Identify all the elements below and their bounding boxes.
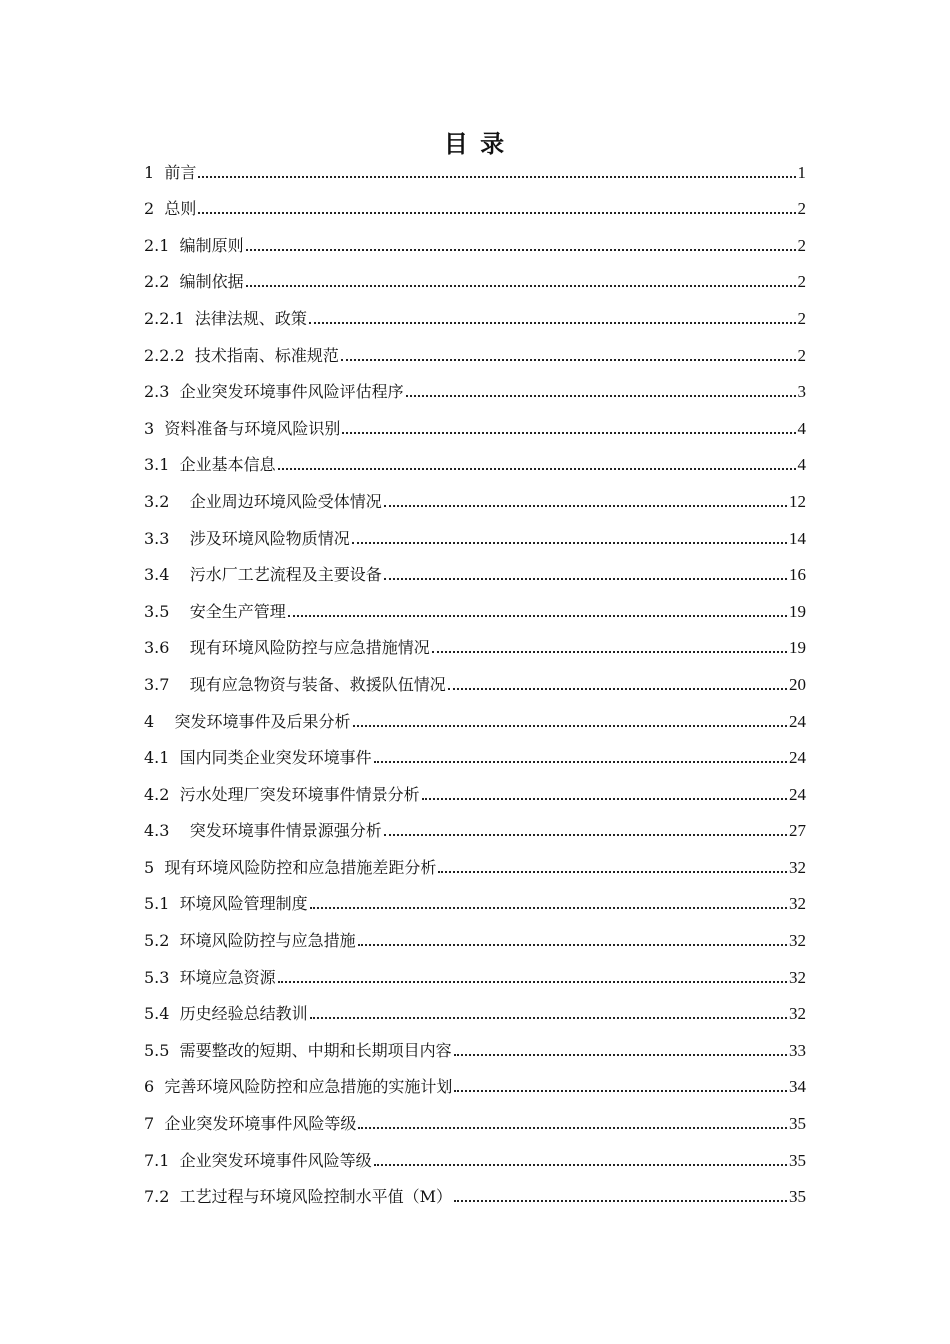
toc-dot-leader	[454, 1054, 787, 1056]
toc-dot-leader	[288, 615, 787, 617]
page-title: 目 录	[443, 130, 507, 158]
toc-entry[interactable]	[144, 662, 806, 699]
toc-entry-page-number: 16	[789, 565, 806, 585]
toc-entry-page-number: 19	[789, 638, 806, 658]
toc-entry[interactable]	[144, 406, 806, 443]
toc-dot-leader	[432, 651, 787, 653]
toc-entry-label: 2 总则	[144, 199, 197, 219]
toc-entry-label: 2.2.2 技术指南、标准规范	[144, 345, 339, 365]
toc-entry-label: 4 突发环境事件及后果分析	[144, 711, 351, 731]
toc-entry-page-number: 1	[797, 162, 806, 182]
table-of-contents	[144, 150, 806, 1211]
toc-entry-label: 5.1 环境风险管理制度	[144, 894, 308, 914]
toc-entry-label: 3.2 企业周边环境风险受体情况	[144, 491, 382, 511]
toc-entry-label: 2.2 编制依据	[144, 272, 244, 292]
toc-entry-page-number: 24	[789, 748, 806, 768]
toc-entry-page-number: 24	[789, 711, 806, 731]
toc-dot-leader	[309, 322, 796, 324]
toc-entry-page-number: 34	[789, 1077, 806, 1097]
toc-entry-page-number: 4	[797, 418, 806, 438]
toc-entry[interactable]	[144, 845, 806, 882]
toc-entry-label: 2.1 编制原则	[144, 235, 244, 255]
toc-entry-label: 2.2.1 法律法规、政策	[144, 308, 307, 328]
toc-dot-leader	[384, 834, 787, 836]
toc-entry-label: 5.3 环境应急资源	[144, 967, 276, 987]
toc-entry-label: 3.3 涉及环境风险物质情况	[144, 528, 350, 548]
toc-entry[interactable]	[144, 1175, 806, 1212]
toc-entry-label: 4.1 国内同类企业突发环境事件	[144, 748, 372, 768]
toc-dot-leader	[384, 505, 787, 507]
toc-entry-page-number: 24	[789, 784, 806, 804]
toc-entry[interactable]	[144, 918, 806, 955]
toc-entry-page-number: 33	[789, 1040, 806, 1060]
toc-entry-label: 5 现有环境风险防控和应急措施差距分析	[144, 857, 437, 877]
toc-entry[interactable]	[144, 955, 806, 992]
toc-entry-page-number: 2	[797, 345, 806, 365]
toc-entry[interactable]	[144, 882, 806, 919]
toc-entry-label: 6 完善环境风险防控和应急措施的实施计划	[144, 1077, 453, 1097]
toc-entry[interactable]	[144, 516, 806, 553]
toc-dot-leader	[278, 468, 796, 470]
toc-dot-leader	[358, 1127, 787, 1129]
toc-entry-page-number: 32	[789, 857, 806, 877]
toc-entry[interactable]	[144, 187, 806, 224]
toc-entry-label: 3 资料准备与环境风险识别	[144, 418, 341, 438]
toc-dot-leader	[374, 761, 787, 763]
toc-entry-page-number: 35	[789, 1114, 806, 1134]
toc-entry-label: 4.2 污水处理厂突发环境事件情景分析	[144, 784, 420, 804]
toc-entry[interactable]	[144, 626, 806, 663]
toc-dot-leader	[310, 907, 787, 909]
toc-entry-label: 5.5 需要整改的短期、中期和长期项目内容	[144, 1040, 452, 1060]
toc-dot-leader	[310, 1017, 787, 1019]
toc-dot-leader	[353, 725, 787, 727]
toc-entry[interactable]	[144, 992, 806, 1029]
toc-entry-label: 4.3 突发环境事件情景源强分析	[144, 821, 382, 841]
toc-entry-page-number: 12	[789, 491, 806, 511]
toc-entry[interactable]	[144, 479, 806, 516]
toc-entry[interactable]	[144, 333, 806, 370]
toc-entry-label: 1 前言	[144, 162, 197, 182]
toc-dot-leader	[422, 798, 787, 800]
toc-entry-page-number: 3	[797, 382, 806, 402]
toc-dot-leader	[358, 944, 787, 946]
toc-entry[interactable]	[144, 699, 806, 736]
toc-entry-page-number: 2	[797, 199, 806, 219]
toc-entry-label: 3.5 安全生产管理	[144, 601, 286, 621]
toc-entry-page-number: 32	[789, 931, 806, 951]
toc-dot-leader	[246, 249, 796, 251]
toc-dot-leader	[454, 1090, 787, 1092]
toc-entry-label: 7.1 企业突发环境事件风险等级	[144, 1150, 372, 1170]
toc-dot-leader	[278, 981, 787, 983]
toc-entry-label: 2.3 企业突发环境事件风险评估程序	[144, 382, 404, 402]
toc-entry-label: 3.4 污水厂工艺流程及主要设备	[144, 565, 382, 585]
toc-entry-page-number: 14	[789, 528, 806, 548]
toc-dot-leader	[341, 359, 796, 361]
toc-entry[interactable]	[144, 260, 806, 297]
toc-entry[interactable]	[144, 296, 806, 333]
toc-entry[interactable]	[144, 443, 806, 480]
toc-dot-leader	[448, 688, 787, 690]
toc-entry-page-number: 4	[797, 455, 806, 475]
toc-entry[interactable]	[144, 553, 806, 590]
toc-dot-leader	[198, 212, 795, 214]
toc-dot-leader	[384, 578, 787, 580]
toc-entry-label: 7.2 工艺过程与环境风险控制水平值（M）	[144, 1187, 453, 1207]
toc-entry[interactable]	[144, 772, 806, 809]
toc-entry[interactable]	[144, 736, 806, 773]
toc-dot-leader	[342, 432, 795, 434]
toc-dot-leader	[198, 176, 795, 178]
toc-entry-page-number: 19	[789, 601, 806, 621]
toc-entry-page-number: 27	[789, 821, 806, 841]
toc-entry-page-number: 20	[789, 674, 806, 694]
toc-entry-page-number: 35	[789, 1187, 806, 1207]
toc-entry-page-number: 2	[797, 272, 806, 292]
toc-entry-label: 3.7 现有应急物资与装备、救援队伍情况	[144, 674, 446, 694]
toc-entry-label: 3.6 现有环境风险防控与应急措施情况	[144, 638, 430, 658]
toc-entry-page-number: 2	[797, 308, 806, 328]
toc-dot-leader	[438, 871, 787, 873]
toc-entry-page-number: 32	[789, 967, 806, 987]
toc-entry-label: 5.4 历史经验总结教训	[144, 1004, 308, 1024]
toc-entry-page-number: 32	[789, 894, 806, 914]
toc-entry[interactable]	[144, 1101, 806, 1138]
toc-entry[interactable]	[144, 809, 806, 846]
toc-dot-leader	[374, 1164, 787, 1166]
toc-dot-leader	[246, 285, 796, 287]
toc-entry[interactable]	[144, 223, 806, 260]
toc-entry[interactable]	[144, 589, 806, 626]
toc-entry-page-number: 2	[797, 235, 806, 255]
toc-entry[interactable]	[144, 150, 806, 187]
toc-entry[interactable]	[144, 370, 806, 407]
toc-entry-label: 7 企业突发环境事件风险等级	[144, 1114, 357, 1134]
toc-dot-leader	[454, 1200, 787, 1202]
toc-entry[interactable]	[144, 1065, 806, 1102]
toc-entry[interactable]	[144, 1138, 806, 1175]
toc-entry-label: 3.1 企业基本信息	[144, 455, 276, 475]
toc-entry-page-number: 35	[789, 1150, 806, 1170]
toc-dot-leader	[406, 395, 796, 397]
toc-entry-page-number: 32	[789, 1004, 806, 1024]
toc-entry-label: 5.2 环境风险防控与应急措施	[144, 931, 356, 951]
toc-entry[interactable]	[144, 1028, 806, 1065]
toc-dot-leader	[352, 542, 787, 544]
